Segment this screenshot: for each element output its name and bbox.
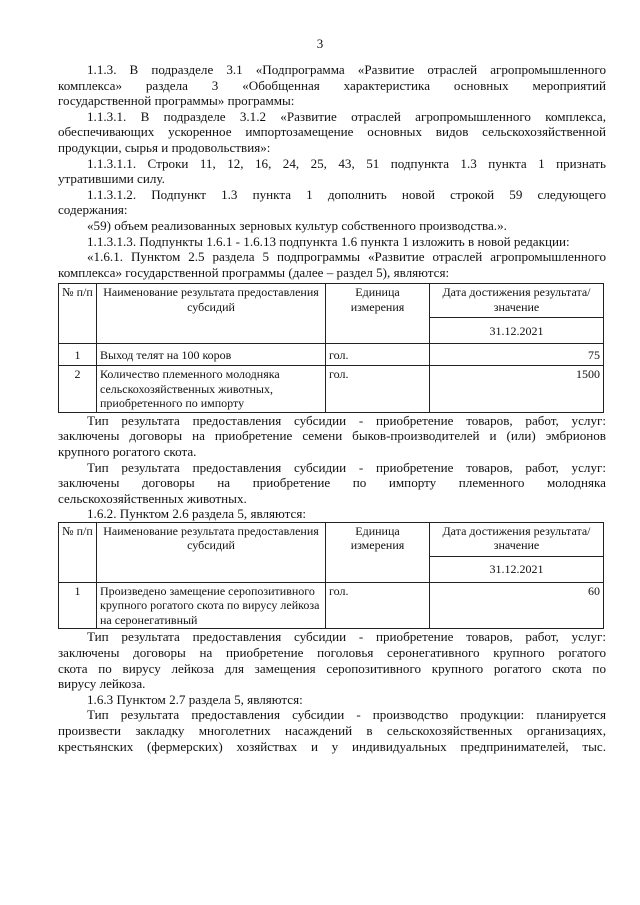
paragraph-7-line-2: комплекса» государственной программы (далее – раздел 5), являются: <box>58 264 450 280</box>
paragraph-11-line-1: Тип результата предоставления субсидии - приобретение товаров, работ, услуг: <box>87 629 606 645</box>
row-number: 1 <box>59 582 97 629</box>
row-number: 2 <box>59 366 97 413</box>
table-row <box>59 582 604 629</box>
table-row <box>59 344 604 366</box>
header-result-name: Наименование результата предоставления субсидий <box>97 522 326 582</box>
paragraph-10: 1.6.2. Пунктом 2.6 раздела 5, являются: <box>87 506 307 522</box>
paragraph-3-line-1: 1.1.3.1.1. Строки 11, 12, 16, 24, 25, 43, 51 подпункта 1.3 пункта 1 признать <box>87 155 606 171</box>
row-value: 60 <box>430 582 604 629</box>
header-date: Дата достижения результата/значение <box>430 284 604 318</box>
paragraph-13-line-1: Тип результата предоставления субсидии - производство продукции: планируется <box>87 707 606 723</box>
header-unit: Единица измерения <box>326 522 430 582</box>
paragraph-8-line-3: крупного рогатого скота. <box>58 444 197 459</box>
paragraph-1-line-1: 1.1.3. В подразделе 3.1 «Подпрограмма «Развитие отраслей агропромышленного <box>87 62 606 77</box>
header-result-name: Наименование результата предоставления субсидий <box>97 284 326 344</box>
paragraph-4-line-2: содержания: <box>58 202 128 218</box>
row-result-name: Произведено замещение серопозитивного крупного рогатого скота по вирусу лейкоза на серонегативный <box>97 582 326 629</box>
paragraph-5: «59) объем реализованных зерновых культур собственного производства.». <box>87 217 507 233</box>
row-value: 75 <box>430 344 604 366</box>
header-date-value: 31.12.2021 <box>430 556 604 582</box>
paragraph-11-line-4: вирусу лейкоза. <box>58 676 146 692</box>
paragraph-11-line-2: заключены договоры на приобретение поголовья серонегативного крупного рогатого <box>58 645 606 661</box>
row-result-name: Количество племенного молодняка сельскохозяйственных животных, приобретенного по импорту <box>97 366 326 413</box>
paragraph-9-line-2: заключены договоры на приобретение по импорту племенного молодняка <box>58 475 606 491</box>
paragraph-12: 1.6.3 Пунктом 2.7 раздела 5, являются: <box>87 691 303 707</box>
page-number: 3 <box>316 36 324 51</box>
header-date: Дата достижения результата/значение <box>430 522 604 556</box>
paragraph-8-line-2: заключены договоры на приобретение семени быков-производителей и (или) эмбрионов <box>58 428 606 444</box>
row-result-name: Выход телят на 100 коров <box>97 344 326 366</box>
row-number: 1 <box>59 344 97 366</box>
paragraph-9-line-3: сельскохозяйственных животных. <box>58 490 247 506</box>
paragraph-9-line-1: Тип результата предоставления субсидии - приобретение товаров, работ, услуг: <box>87 459 606 475</box>
paragraph-2-line-2: обеспечивающих ускоренное импортозамещение основных видов сельскохозяйственной <box>58 124 606 140</box>
paragraph-11-line-3: скота по вирусу лейкоза для замещения серопозитивного крупного рогатого скота по <box>58 660 606 676</box>
paragraph-4-line-1: 1.1.3.1.2. Подпункт 1.3 пункта 1 дополнить новой строкой 59 следующего <box>87 186 606 202</box>
header-number: № п/п <box>59 522 97 582</box>
table-row <box>59 366 604 413</box>
paragraph-1-line-2: комплекса» раздела 3 «Обобщенная характеристика основных мероприятий <box>58 77 606 93</box>
row-unit: гол. <box>326 366 430 413</box>
paragraph-1-line-3: государственной программы» программы: <box>58 93 295 109</box>
paragraph-8-line-1: Тип результата предоставления субсидии - приобретение товаров, работ, услуг: <box>87 412 606 428</box>
results-table-1 <box>58 283 604 413</box>
header-number: № п/п <box>59 284 97 344</box>
paragraph-6: 1.1.3.1.3. Подпункты 1.6.1 - 1.6.13 подпункта 1.6 пункта 1 изложить в новой редакции: <box>87 233 570 249</box>
document-body <box>58 62 606 754</box>
row-unit: гол. <box>326 344 430 366</box>
paragraph-7-line-1: «1.6.1. Пунктом 2.5 раздела 5 подпрограммы «Развитие отраслей агропромышленного <box>87 249 606 265</box>
paragraph-3-line-2: утратившими силу. <box>58 171 165 187</box>
row-unit: гол. <box>326 582 430 629</box>
row-value: 1500 <box>430 366 604 413</box>
header-date-value: 31.12.2021 <box>430 318 604 344</box>
header-unit: Единица измерения <box>326 284 430 344</box>
paragraph-13-line-3: крестьянских (фермерских) хозяйствах и у индивидуальных предпринимателей, тыс. <box>58 738 606 754</box>
paragraph-2-line-3: продукции, сырья и продовольствия»: <box>58 139 271 155</box>
results-table-2 <box>58 522 604 630</box>
paragraph-2-line-1: 1.1.3.1. В подразделе 3.1.2 «Развитие отраслей агропромышленного комплекса, <box>87 108 606 124</box>
paragraph-13-line-2: произвести закладку многолетних насаждений в сельскохозяйственных организациях, <box>58 723 606 739</box>
